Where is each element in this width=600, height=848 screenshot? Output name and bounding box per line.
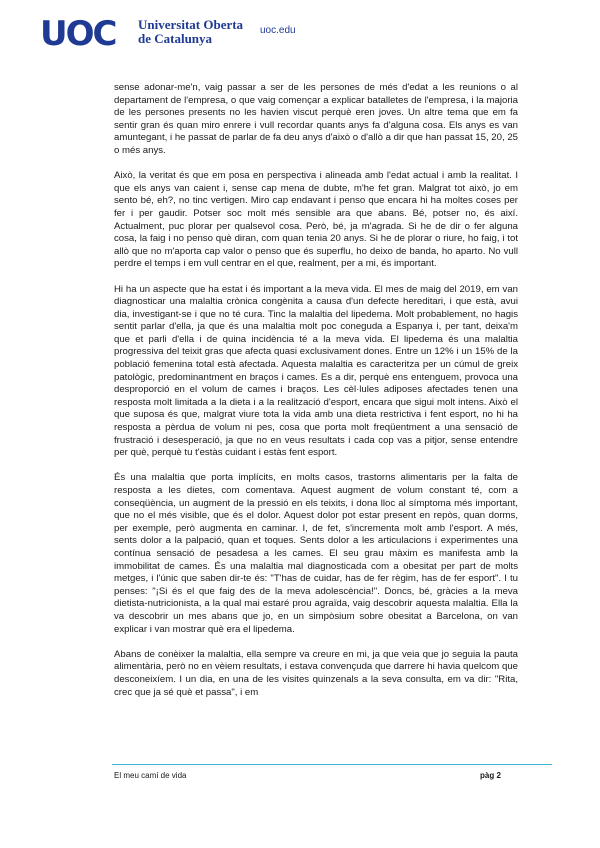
paragraph-4: És una malaltia que porta implícits, en molts casos, trastorns alimentaris per la falta de resposta a les dietes, com comentava. Aquest augment de volum constant té, com a conseqüència, un augment de la pressió en els teixits, i dona lloc al símptoma més important, que no el més visible, que és el dolor. Aquest dolor pot estar present en repòs, quan dorms, per exemple, però augmenta en caminar. I, de fet, s'incrementa molt amb l'esport. A més, sents dolor a la palpació, quan et toques. Sents dolor a les articulacions i experimentes una contínua sensació de pesadesa a les cames. El seu grau màxim es manifesta amb la immobilitat de cames. És una malaltia mal diagnosticada com a obesitat per part de molts metges, i l'únic que saben dir-te és: "T'has de cuidar, has de fer règim, has de fer esport". I tu penses: "¡Si és el que faig des de la meva adolescència!". Doncs, bé, gràcies a la meva dietista-nutricionista, a la qual mai estaré prou agraïda, vaig descobrir aquesta malaltia. Ella la va descobrir un mes abans que jo, en un simpòsium sobre obesitat a Barcelona, on van explicar i van mostrar què era el lipedema.	[114, 472, 518, 635]
document-body	[114, 82, 518, 712]
footer-document-title: El meu camí de vida	[114, 771, 187, 780]
footer-divider	[112, 764, 552, 765]
paragraph-3: Hi ha un aspecte que ha estat i és important a la meva vida. El mes de maig del 2019, em van diagnosticar una malaltia crònica congènita a causa d'un defecte hereditari, i que està, avui dia, investigant-se i que no té cura. Tinc la malaltia del lipedema. Molt probablement, no hagis sentit parlar d'ella, ja que és una malaltia molt poc coneguda a Espanya i, per tant, deixa'm que et parli d'ella i de quina incidència té a la meva vida. El lipedema és una malaltia progressiva del teixit gras que afecta quasi exclusivament dones. Entre un 12% i un 15% de la població femenina total està afectada. Aquesta malaltia es caracteritza per un cúmul de greix patològic, predominantment en braços i cames. Es a dir, perquè ens entenguem, provoca una desproporció en el volum de cames i braços. Les cèl·lules adiposes afectades tenen una resposta molt limitada a la dieta i a la realització d'esport, encara que sigui molt intens. Això el que suposa és que, malgrat viure tota la vida amb una dieta restrictiva i fent esport, no hi ha resposta a pèrdua de volum ni pes, cosa que porta molt freqüentment a una sensació de frustració i desesperació, ja que no en veus resultats i cada cop vas a pitjor, sense entendre per què, perquè tu t'estàs cuidant i estàs fent esport.	[114, 283, 518, 459]
university-name-line1: Universitat Oberta	[138, 17, 244, 32]
paragraph-1: sense adonar-me'n, vaig passar a ser de les persones de més d'edat a les reunions o al departament de l'empresa, o que vaig començar a explicar batalletes de l'empresa, i la majoria de les persones presents no les havien viscut perquè eren joves. Un altre tema que em fa sentir gran és quan miro enrere i vull recordar quants anys fa d'alguna cosa. Els anys es van amuntegant, i he passat de parlar de fa deu anys d'això o d'allò a dir que han passat 15, 20, 25 o més anys.	[114, 82, 518, 156]
page-header	[40, 14, 560, 54]
university-name	[138, 18, 243, 46]
site-url-link[interactable]: uoc.edu	[260, 25, 296, 36]
university-name-line2: de Catalunya	[138, 31, 213, 46]
uoc-logo: UOC	[40, 14, 116, 54]
page-number: pàg 2	[480, 771, 501, 780]
paragraph-2: Això, la veritat és que em posa en perspectiva i alineada amb l'edat actual i amb la realitat. I que els anys van caient i, sense cap mena de dubte, m'he fet gran. Malgrat tot això, jo em sento bé, eh?, no tinc vertigen. Miro cap endavant i penso que encara hi ha moltes coses per fer i per gaudir. Potser soc molt més sensible ara que abans. Bé, potser no, és així. Actualment, puc plorar per qualsevol cosa. Però, bé, ja m'agrada. Si he de dir o fer alguna cosa, la faig i no penso què diran, com quan tenia 20 anys. Si he de plorar o riure, ho faig, i tot allò que no m'aporta cap valor o penso que és superflu, ho deixo de banda, ho aparto. No vull perdre el temps i em vull centrar en el que, realment, per a mi, és important.	[114, 170, 518, 270]
paragraph-5: Abans de conèixer la malaltia, ella sempre va creure en mi, ja que veia que jo seguia la pauta alimentària, però no en vèiem resultats, i estava convençuda que darrere hi havia quelcom que desconeixíem. I un dia, en una de les visites quinzenals a la seva consulta, em va dir: "Rita, crec que ja sé què et passa", i em	[114, 648, 518, 698]
